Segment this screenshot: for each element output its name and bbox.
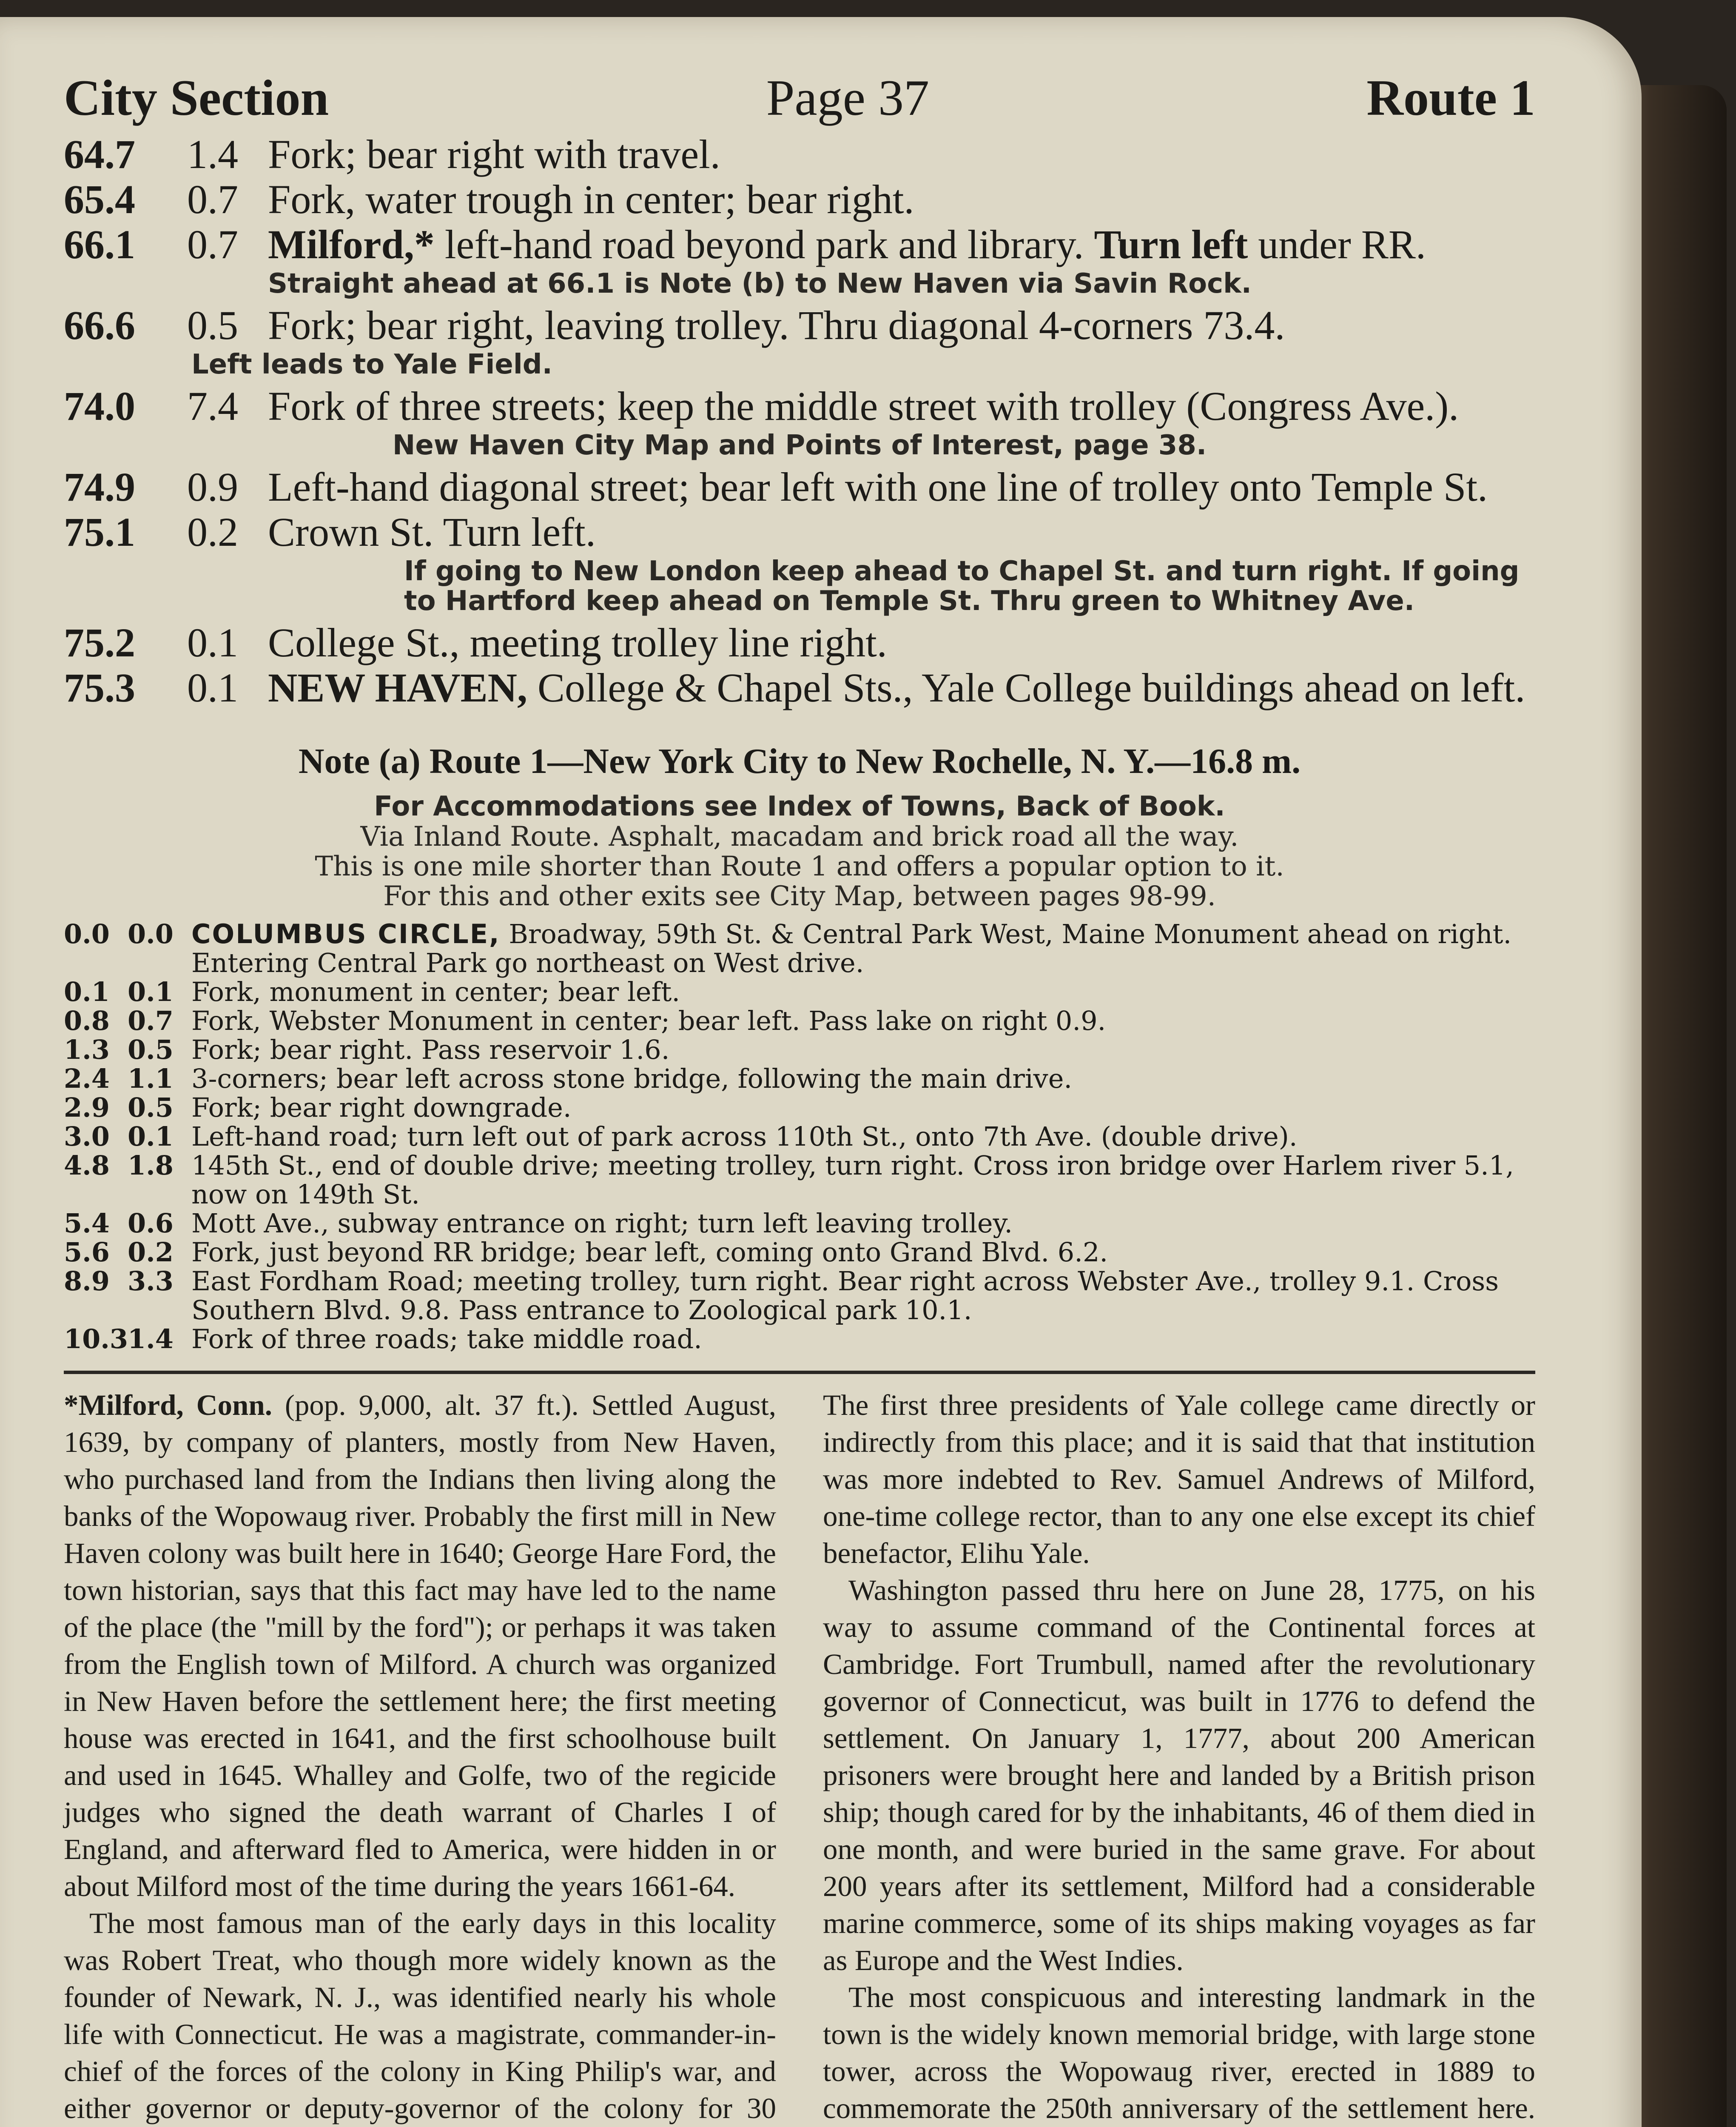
route-entry [64,510,1535,555]
mileage: 74.0 [64,383,135,429]
mileage: 2.4 [64,1063,110,1094]
distance: 0.5 [128,1034,174,1065]
route-entry [64,384,1535,429]
direction-text [268,222,1535,267]
note-entry [64,1064,1535,1093]
note-entry [64,1209,1535,1238]
direction-text: Fork; bear right, leaving trolley. Thru diagonal 4-corners 73.4. [268,302,1285,348]
mileage: 64.7 [64,131,135,177]
distance: 0.5 [187,302,238,348]
distance: 0.2 [128,1237,174,1268]
distance: 0.9 [187,464,238,510]
direction-text: 3-corners; bear left across stone bridge, following the main drive. [191,1063,1073,1094]
route-note: If going to New London keep ahead to Chapel St. and turn right. If going to Hartford keep ahead on Temple St. Thru green to Whitney Ave. [404,556,1520,617]
town-heading: *Milford, Conn. [64,1389,272,1421]
distance: 1.8 [128,1150,174,1181]
mileage: 0.0 [64,918,110,949]
mileage: 4.8 [64,1150,110,1181]
left-column [64,1387,776,2127]
direction-text: Fork of three streets; keep the middle street with trolley (Congress Ave.). [268,383,1459,429]
note-entry [64,1267,1535,1325]
distance: 1.1 [128,1063,174,1094]
direction-text: Crown St. Turn left. [268,509,596,555]
paragraph: Washington passed thru here on June 28, 1775, on his way to assume command of the Continental forces at Cambridge. Fort Trumbull, named after the revolutionary governor of Connecticut, was built in 1776 to defend the settlement. On January 1, 1777, about 200 American prisoners were brought here and landed by a British prison ship; though cared for by the inhabitants, 46 of them died in one month, and were buried in the same grave. For about 200 years after its settlement, Milford had a considerable marine commerce, some of its ships making voyages as far as Europe and the West Indies. [823,1574,1535,1976]
mileage: 75.1 [64,509,135,555]
direction-part: left-hand road beyond park and library. [434,222,1094,267]
direction-text [268,665,1535,710]
route-log [64,132,1535,710]
mileage: 65.4 [64,177,135,222]
distance: 0.1 [187,620,238,665]
direction-text: Fork of three roads; take middle road. [191,1323,702,1354]
direction-text: Fork; bear right downgrade. [191,1092,572,1123]
mileage: 8.9 [64,1266,110,1297]
mileage: 1.3 [64,1034,110,1065]
route-note: Straight ahead at 66.1 is Note (b) to New Haven via Savin Rock. [268,268,1252,299]
mileage: 75.3 [64,665,135,710]
right-column [823,1387,1535,2127]
direction-text: College St., meeting trolley line right. [268,620,887,665]
direction-part: under RR. [1248,222,1426,267]
route-entry [64,222,1535,267]
direction-text: Mott Ave., subway entrance on right; turn left leaving trolley. [191,1208,1013,1239]
mileage: 75.2 [64,620,135,665]
intro-line: This is one mile shorter than Route 1 and offers a popular option to it. [315,851,1284,882]
distance: 0.0 [128,918,174,949]
distance: 0.1 [187,665,238,710]
distance: 7.4 [187,383,238,429]
book-page [0,17,1642,2127]
note-entry [64,978,1535,1006]
place-name: COLUMBUS CIRCLE, [191,918,501,949]
paragraph: The most famous man of the early days in this locality was Robert Treat, who though more widely known as the founder of Newark, N. J., was identified nearly his whole life with Connecticut. He was a magistrate, commander-in-chief of the forces of the colony in King Philip's war, and either governor or deputy-governor of the colony for 30 [64,1907,776,2124]
distance: 0.1 [128,1121,174,1152]
distance: 3.3 [128,1266,174,1297]
route-entry [64,132,1535,177]
distance: 0.7 [128,1005,174,1036]
mileage: 5.4 [64,1208,110,1239]
intro-line: Via Inland Route. Asphalt, macadam and brick road all the way. [360,821,1239,853]
place-name: Milford,* [268,222,435,267]
route-entry [64,665,1535,710]
distance: 0.7 [187,222,238,267]
mileage: 5.6 [64,1237,110,1268]
direction-text: East Fordham Road; meeting trolley, turn right. Bear right across Webster Ave., trolley 9.1. Cross Southern Blvd. 9.8. Pass entrance to Zoological park 10.1. [191,1266,1499,1326]
direction-text: Fork, Webster Monument in center; bear left. Pass lake on right 0.9. [191,1005,1106,1036]
direction-text: Fork, just beyond RR bridge; bear left, coming onto Grand Blvd. 6.2. [191,1237,1108,1268]
paragraph [64,1387,776,1905]
place-name: NEW HAVEN, [268,665,527,710]
route-title: Route 1 [1366,69,1535,126]
route-note: New Haven City Map and Points of Interest, page 38. [392,430,1207,461]
paragraph: The first three presidents of Yale college came directly or indirectly from this place; and it is said that that institution was more indebted to Rev. Samuel Andrews of Milford, one-time college rector, than to any one else except its chief benefactor, Elihu Yale. [823,1389,1535,1569]
route-entry [64,303,1535,348]
direction-text: 145th St., end of double drive; meeting trolley, turn right. Cross iron bridge over Harlem river 5.1, now on 149th St. [191,1150,1514,1210]
distance: 0.6 [128,1208,174,1239]
distance: 0.2 [187,509,238,555]
direction-text: Fork, monument in center; bear left. [191,976,680,1007]
page-number: Page 37 [766,69,929,126]
route-entry [64,177,1535,222]
note-entry [64,1325,1535,1354]
route-entry [64,465,1535,510]
direction-text: Fork, water trough in center; bear right. [268,177,914,222]
direction-text: Fork; bear right with travel. [268,131,720,177]
direction-text: Left-hand road; turn left out of park across 110th St., onto 7th Ave. (double drive). [191,1121,1298,1152]
mileage: 66.6 [64,302,135,348]
milford-description [64,1387,1535,2127]
mileage: 3.0 [64,1121,110,1152]
distance: 0.1 [128,976,174,1007]
note-entry [64,1238,1535,1267]
distance: 1.4 [128,1323,174,1354]
running-header [64,69,1535,126]
note-entry [64,1093,1535,1122]
turn-instruction: Turn left [1094,222,1248,267]
distance: 0.7 [187,177,238,222]
note-entry [64,920,1535,978]
paragraph: The most conspicuous and interesting landmark in the town is the widely known memorial bridge, with large stone tower, across the Wopowaug river, erected in 1889 to commemorate the 250th anniversary of the settlement here. [823,1981,1535,2124]
intro-line: For this and other exits see City Map, between pages 98-99. [383,881,1216,912]
note-entry [64,1122,1535,1151]
paragraph-text: (pop. 9,000, alt. 37 ft.). Settled August, 1639, by company of planters, mostly from New Haven, who purchased land from the Indians then living along the banks of the Wopowaug river. Probably the first mill in New Haven colony was built here in 1640; George Hare Ford, the town historian, says that this fact may have led to the name of the place (the "mill by the ford"); or perhaps it was taken from the English town of Milford. A church was organized in New Haven before the settlement here; the first meeting house was erected in 1641, and the first schoolhouse built and used in 1645. Whalley and Golfe, two of the regicide judges who signed the death warrant of Charles I of England, and afterward fled to America, were hidden in or about Milford most of the time during the years 1661-64. [64,1389,776,1902]
mileage: 74.9 [64,464,135,510]
section-divider [64,1371,1535,1374]
route-note: Left leads to Yale Field. [191,349,552,380]
section-title: City Section [64,69,329,126]
direction-part: College & Chapel Sts., Yale College buildings ahead on left. [527,665,1525,710]
note-entry [64,1151,1535,1209]
distance: 1.4 [187,131,238,177]
route-entry [64,620,1535,665]
mileage: 0.8 [64,1005,110,1036]
mileage: 10.3 [64,1323,128,1354]
direction-text: Left-hand diagonal street; bear left with one line of trolley onto Temple St. [268,464,1488,510]
note-a-route-log [64,920,1535,1354]
note-entry [64,1035,1535,1064]
direction-text [191,920,1535,978]
direction-part: Broadway, 59th St. & Central Park West, Maine Monument ahead on right. Entering Central Park go northeast on West drive. [191,918,1512,978]
note-a-intro [64,822,1535,911]
note-a-title: Note (a) Route 1—New York City to New Rochelle, N. Y.—16.8 m. [298,741,1301,781]
note-entry [64,1006,1535,1035]
mileage: 2.9 [64,1092,110,1123]
mileage: 0.1 [64,976,110,1007]
distance: 0.5 [128,1092,174,1123]
mileage: 66.1 [64,222,135,267]
page-content [64,69,1535,2127]
direction-text: Fork; bear right. Pass reservoir 1.6. [191,1034,670,1065]
accommodations-note: For Accommodations see Index of Towns, Back of Book. [374,791,1225,822]
